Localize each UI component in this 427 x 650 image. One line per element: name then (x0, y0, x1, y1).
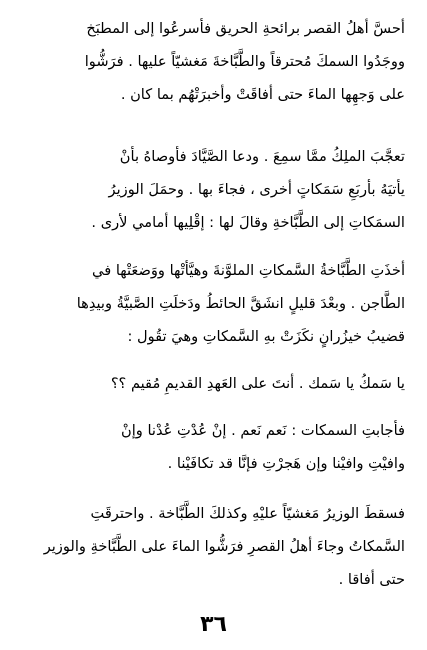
text-line: فسقطَ الوزيرُ مَغشيّاً عليْهِ وكذلكَ الطَّبَّاخة . واحترقَتِ (90, 505, 405, 522)
text-line: أخذَتِ الطَّبَّاخةُ السَّمكاتِ الملوَّنةَ وهيَّأتْها ووَضعَتْها في (92, 262, 405, 279)
paragraph-3 (18, 254, 405, 353)
text-line: أحسَّ أهلُ القصر برائحةِ الحريق فأسرعُوا إلى المطبَخ (86, 20, 405, 37)
paragraph-1 (18, 12, 405, 111)
text-line: حتى أفاقا . (338, 571, 405, 588)
paragraph-6 (18, 497, 405, 596)
text-line: فأجابتِ السمكات : نَعم نَعم . إنْ عُدْتِ عُدْنا وإنْ (121, 422, 405, 439)
text-line: الطَّاجن . وبعْدَ قليلٍ انشَقَّ الحائطُ ودَخلَتِ الصَّبيَّةُ وبيدِها (76, 295, 405, 312)
paragraph-4 (18, 367, 405, 400)
text-line: السمَكاتِ إلى الطَّبَّاخةِ وقالَ لها : إقْلِيها أمامي لأرى . (91, 214, 405, 231)
text-line: يأتيَهُ بأربَعِ سَمَكاتٍ أخرى ، فجاءَ بها . وحمَلَ الوزيرُ (108, 181, 405, 198)
text-line: ووجَدُوا السمكَ مُحترقاً والطَّبَّاخةَ مَغشيّاً عليها . فرَشُّوا (84, 53, 405, 70)
page-number: ٣٦ (200, 612, 227, 637)
text-line: تعجَّبَ الملِكُ ممَّا سمِعَ . ودعا الصَّيَّادَ فأوصاهُ بأنْ (119, 148, 405, 165)
paragraph-5 (18, 414, 405, 480)
text-line: وافيْتِ وافيْنا وإن هَجرْتِ فإنَّا قد تكافَيْنا . (167, 455, 405, 472)
text-line: السَّمكاتُ وجاءَ أهلُ القصرِ فرَشُّوا الماءَ على الطَّبَّاخةِ والوزير (43, 538, 405, 555)
text-line: يا سَمكُ يا سَمك . أنتَ على العَهدِ القديمِ مُقيم ؟؟ (110, 375, 405, 392)
paragraph-2 (18, 140, 405, 239)
text-line: قضيبُ خيزُرانٍ نكَزَتْ بهِ السَّمكاتِ وهيَ تقُول : (127, 328, 405, 345)
text-line: على وَجهِها الماءَ حتى أفاقَتْ وأخبرَتْهُم بما كان . (120, 86, 405, 103)
